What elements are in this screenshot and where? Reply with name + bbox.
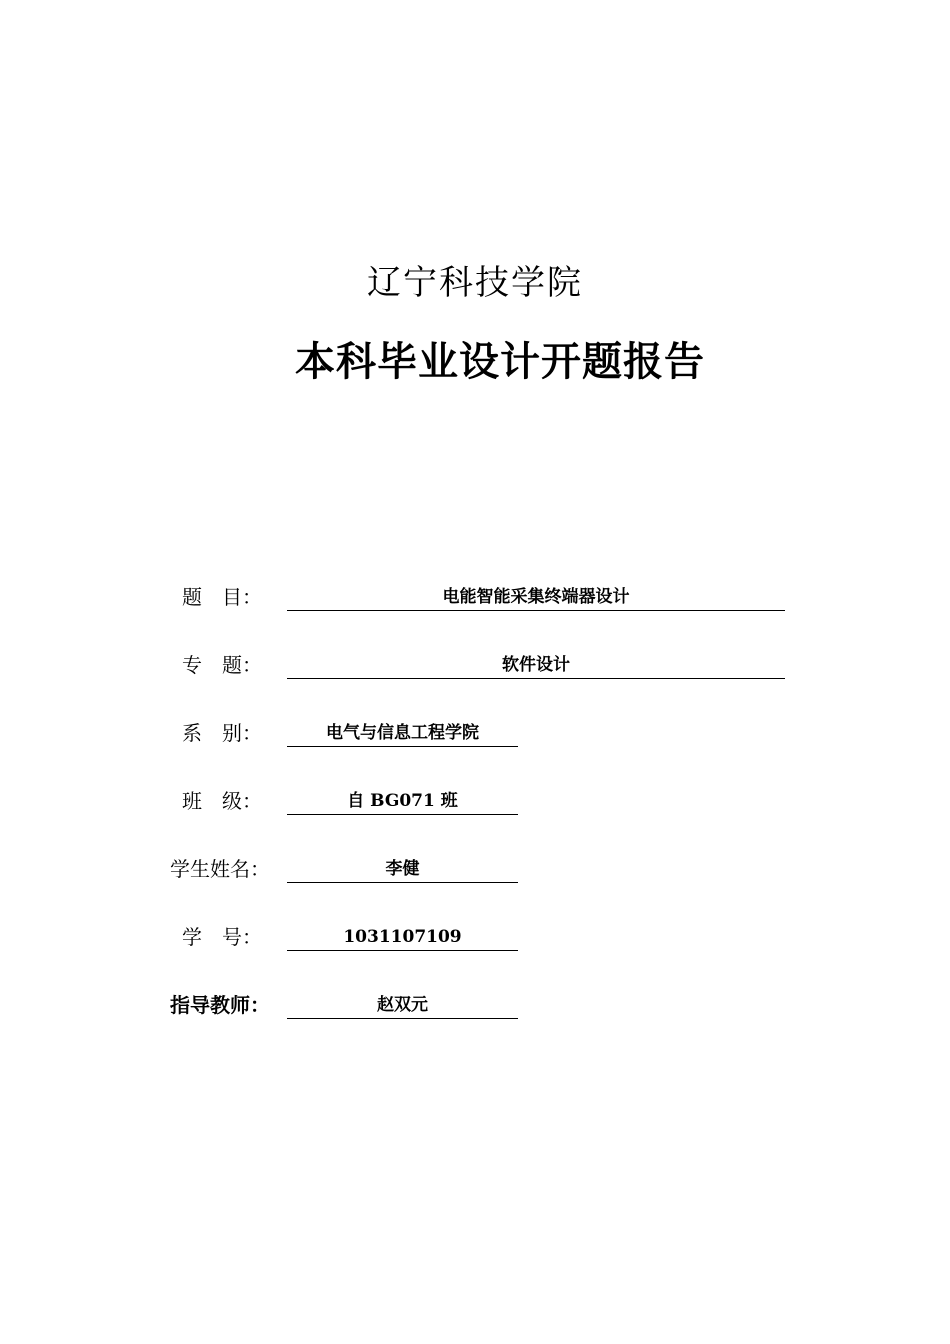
field-student-id-label: 学 号： — [182, 925, 262, 949]
field-advisor-label: 指导教师： — [170, 993, 270, 1017]
field-advisor-value: 赵双元 — [287, 990, 518, 1019]
field-subtopic-label: 专 题： — [182, 653, 262, 677]
field-class-label: 班 级： — [182, 789, 262, 813]
field-student-name-value: 李健 — [287, 854, 518, 883]
field-topic-label: 题 目： — [182, 585, 262, 609]
school-name-text: 辽宁科技学院 — [367, 263, 583, 303]
field-department-value: 电气与信息工程学院 — [287, 718, 518, 747]
field-department-label: 系 别： — [182, 721, 262, 745]
field-subtopic-value: 软件设计 — [287, 650, 785, 679]
field-class-value: 自 BG071 班 — [287, 786, 518, 815]
school-name — [0, 255, 950, 304]
field-student-id-value: 1031107109 — [287, 922, 518, 951]
field-student-name-label: 学生姓名： — [170, 857, 270, 881]
report-title: 本科毕业设计开题报告 — [295, 339, 705, 385]
field-topic-value: 电能智能采集终端器设计 — [287, 582, 785, 611]
